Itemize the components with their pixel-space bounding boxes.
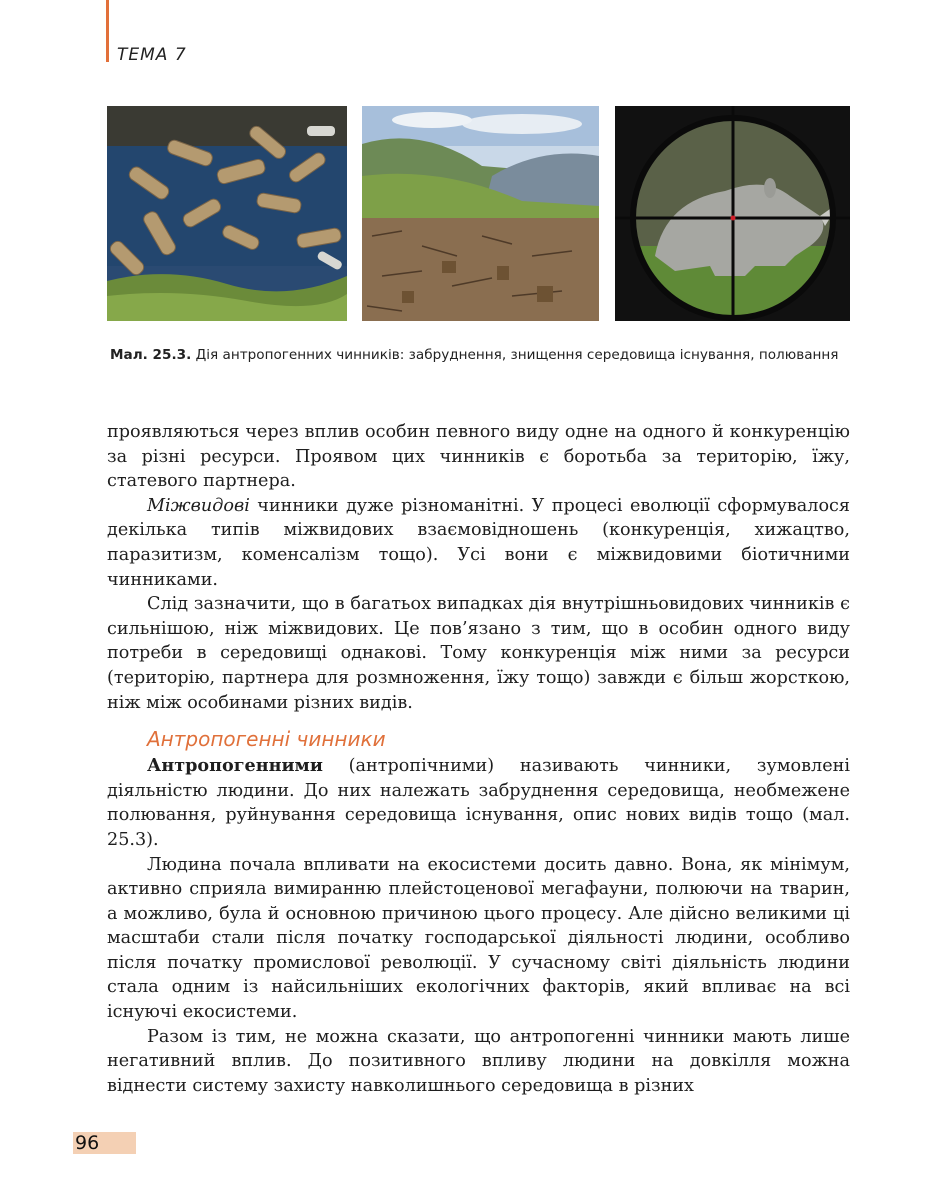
- page-number: 96: [75, 1132, 100, 1154]
- term-interspecies: Міжвидові: [147, 495, 250, 516]
- paragraph-4: [107, 754, 850, 852]
- paragraph-5: Людина почала впливати на екосистеми досить давно. Вона, як мінімум, активно сприяла вимиранню плейстоценової мегафауни, полюючи на тварин, а можливо, була й основною причиною цього процесу. Але дійсно великими ці масштаби стали після початку господарської діяльності людини, особливо після початку промислової революції. У сучасному світі діяльність людини стала одним із найсильніших екологічних факторів, який впливає на всі існуючі екосистеми.: [107, 854, 850, 1023]
- paragraph-3: Слід зазначити, що в багатьох випадках дія внутрішньовидових чинників є сильнішою, ніж міжвидових. Це пов’язано з тим, що в особин одного виду потреби в середовищі однакові. Тому конкуренція між ними за ресурси (територію, партнера для розмноження, їжу тощо) завжди є більш жорсткою, ніж між особинами різних видів.: [107, 594, 850, 713]
- caption-text: Дія антропогенних чинників: забруднення, знищення середовища існування, полювання: [195, 347, 839, 363]
- topic-label: ТЕМА 7: [117, 45, 187, 65]
- paragraph-1: проявляються через вплив особин певного виду одне на одного й конкуренцію за різні ресурси. Проявом цих чинників є боротьба за територію, їжу, статевого партнера.: [107, 422, 850, 492]
- main-text: [107, 420, 850, 1098]
- paragraph-6: Разом із тим, не можна сказати, що антропогенні чинники мають лише негативний вплив. До позитивного впливу людини на довкілля можна віднести систему захисту навколишнього середовища в різних: [107, 1026, 850, 1096]
- term-anthropogenic: Антропогенними: [147, 755, 323, 777]
- figure-caption: [110, 345, 850, 365]
- section-heading: Антропогенні чинники: [147, 727, 386, 752]
- paragraph-2: [107, 494, 850, 592]
- rhino-crosshair-image: [615, 106, 850, 321]
- cleared-forest-image: [362, 106, 599, 321]
- bottles-in-water-image: [107, 106, 347, 321]
- topic-accent-bar: [106, 0, 109, 62]
- paragraph-4-text: (антропічними) називають чинники, зумовлені діяльністю людини. До них належать забруднення середовища, необмежене полювання, руйнування середовища існування, опис нових видів тощо (мал. 25.3).: [107, 756, 850, 850]
- paragraph-2-text: чинники дуже різноманітні. У процесі еволюції сформувалося декілька типів міжвидових взаємовідношень (конкуренція, хижацтво, паразитизм, коменсалізм тощо). Усі вони є міжвидовими біотичними чинниками.: [107, 495, 850, 590]
- caption-label: Мал. 25.3.: [110, 347, 192, 363]
